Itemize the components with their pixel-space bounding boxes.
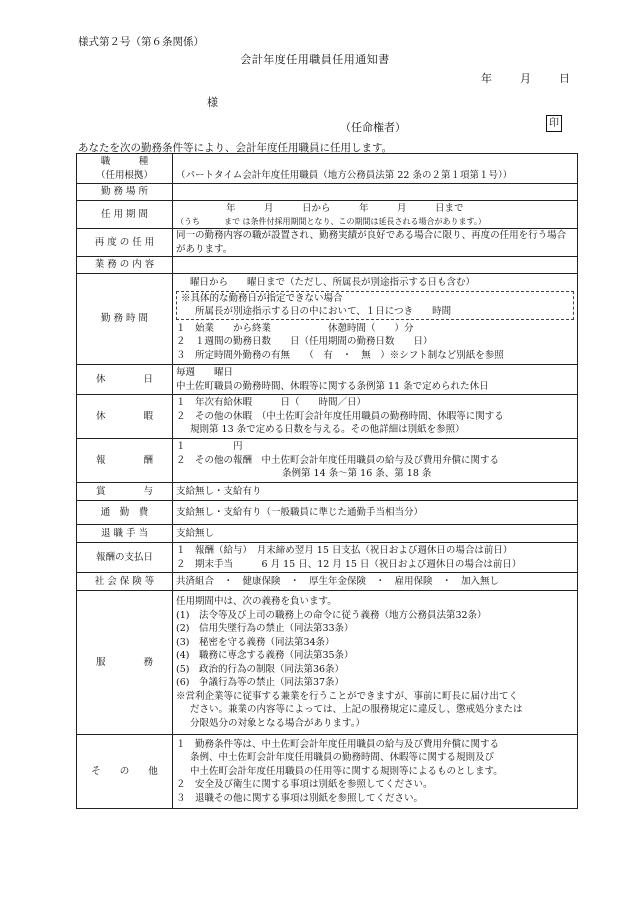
row-insurance — [77, 573, 578, 591]
pay-line1: １ 円 — [176, 441, 243, 453]
pay-line3: 条例第 14 条～第 16 条、第 18 条 — [282, 468, 432, 480]
payday-line1: １ 報酬（給与） 月末締め翌月 15 日支払（祝日および週休日の場合は前日） — [176, 545, 513, 556]
value-pay — [173, 439, 578, 483]
hours-unspecified-box — [176, 291, 574, 320]
label-commute: 通 勤 費 — [77, 501, 173, 525]
row-job-type — [77, 154, 578, 184]
label-hours: 勤 務 時 間 — [77, 274, 173, 365]
label-reappoint: 再 度 の 任 用 — [77, 229, 173, 257]
pay-line2: ２ その他の報酬 中土佐町会計年度任用職員の給与及び費用弁償に関する — [176, 454, 500, 466]
leave-line2: ２ その他の休暇 （中土佐町会計年度任用職員の勤務時間、休暇等に関する — [176, 410, 504, 422]
label-other: そ の 他 — [77, 735, 173, 809]
date-year: 年 — [481, 72, 492, 85]
service-note-3: 分限処分の対象となる場合があります。） — [190, 717, 365, 729]
row-reappoint — [77, 229, 578, 257]
hours-item3: ３ 所定時間外勤務の有無 （ 有 ・ 無 ）※シフト制など別紙を参照 — [176, 349, 504, 361]
row-service — [77, 591, 578, 735]
date-day: 日 — [559, 72, 570, 85]
hours-item1: １ 始業 から終業 休憩時間（ ）分 — [176, 322, 414, 334]
hours-box-line2: 所属長が別途指示する日の中において、１日につき 時間 — [195, 306, 452, 317]
hours-days: 曜日から 曜日まで（ただし、所属長が別途指示する日も含む） — [190, 277, 476, 288]
payday-line2: ２ 期末手当 6 月 15 日、12 月 15 日（祝日および週休日の場合は前日） — [176, 558, 522, 570]
issue-date — [481, 70, 601, 86]
value-period — [173, 201, 578, 229]
holiday-line1: 毎週 曜日 — [176, 367, 234, 378]
label-job-type — [77, 154, 173, 184]
value-hours — [173, 274, 578, 365]
service-note-2: ださい。兼業の内容等によっては、上記の服務規定に違反し、懲戒処分または — [190, 704, 523, 715]
value-bonus: 支給無し・支給有り — [173, 483, 578, 501]
document-title: 会計年度任用職員任用通知書 — [240, 53, 390, 66]
other-line-4: ２ 安全及び衛生に関する事項は別紙を参照してください。 — [176, 779, 433, 791]
service-item-6: (6) 争議行為等の禁止（同法第37条） — [176, 677, 345, 688]
label-retire: 退 職 手 当 — [77, 525, 173, 543]
value-service — [173, 591, 578, 735]
conditions-table — [76, 153, 578, 809]
label-insurance: 社 会 保 険 等 — [77, 573, 173, 591]
value-other — [173, 735, 578, 809]
value-insurance: 共済組合 ・ 健康保険 ・ 厚生年金保険 ・ 雇用保険 ・ 加入無し — [173, 573, 578, 591]
row-hours — [77, 274, 578, 365]
other-line-5: ３ 退職その他に関する事項は別紙を参照してください。 — [176, 792, 424, 804]
row-pay — [77, 439, 578, 483]
row-duties — [77, 257, 578, 274]
recipient-honorific: 様 — [207, 96, 218, 109]
value-reappoint: 同一の勤務内容の職が設置され、勤務実績が良好である場合に限り、再度の任用を行う場合があります。 — [173, 229, 578, 257]
label-duties: 業 務 の 内 容 — [77, 257, 173, 274]
leave-line1: １ 年次有給休暇 日（ 時間／日） — [176, 397, 367, 409]
other-line-1: １ 勤務条件等は、中土佐町会計年度任用職員の給与及び費用弁償に関する — [176, 738, 500, 750]
label-bonus: 賞 与 — [77, 483, 173, 501]
seal-mark: 印 — [546, 115, 562, 132]
label-period: 任 用 期 間 — [77, 201, 173, 229]
row-workplace — [77, 184, 578, 201]
value-leave — [173, 395, 578, 439]
row-other — [77, 735, 578, 809]
hours-item2: ２ １週間の勤務日数 日（任用期間の勤務日数 日） — [176, 336, 433, 347]
label-workplace: 勤 務 場 所 — [77, 184, 173, 201]
label-pay: 報 酬 — [77, 439, 173, 483]
label-job-type-main: 職 種 — [100, 156, 149, 167]
row-period — [77, 201, 578, 229]
row-leave — [77, 395, 578, 439]
label-service: 服 務 — [77, 591, 173, 735]
value-duties — [173, 257, 578, 274]
hours-box-line1: ※具体的な勤務日が指定できない場合 — [181, 292, 343, 304]
row-payday — [77, 543, 578, 573]
row-bonus — [77, 483, 578, 501]
value-workplace — [173, 184, 578, 201]
value-holiday — [173, 365, 578, 395]
service-item-1: (1) 法令等及び上司の職務上の命令に従う義務（地方公務員法第32条） — [176, 609, 487, 621]
row-commute — [77, 501, 578, 525]
service-item-3: (3) 秘密を守る義務（同法第34条） — [176, 636, 335, 648]
holiday-line2: 中土佐町職員の勤務時間、休暇等に関する条例第 11 条で定められた休日 — [176, 380, 489, 392]
label-payday: 報酬の支払日 — [77, 543, 173, 573]
value-payday — [173, 543, 578, 573]
label-holiday: 休 日 — [77, 365, 173, 395]
service-item-2: (2) 信用失墜行為の禁止（同法第33条） — [176, 623, 354, 634]
service-item-4: (4) 職務に専念する義務（同法第35条） — [176, 650, 354, 661]
leave-line3: 規則第 13 条で定める日数を与える。その他詳細は別紙を参照） — [190, 424, 465, 436]
value-commute: 支給無し・支給有り（一般職員に準じた通勤手当相当分） — [173, 501, 578, 525]
date-month: 月 — [520, 72, 531, 85]
value-retire: 支給無し — [173, 525, 578, 543]
service-item-5: (5) 政治的行為の制限（同法第36条） — [176, 663, 345, 675]
value-job-type: （パートタイム会計年度任用職員（地方公務員法第 22 条の２第１項第１号）） — [173, 154, 578, 184]
service-note-1: ※営利企業等に従事する兼業を行うことができますが、事前に町長に届け出てく — [176, 690, 519, 702]
row-holiday — [77, 365, 578, 395]
form-number: 様式第２号（第６条関係） — [78, 36, 204, 48]
label-leave: 休 暇 — [77, 395, 173, 439]
other-line-3: 中土佐町会計年度任用職員の任用等に関する規則等によるものとします。 — [190, 765, 503, 777]
service-intro: 任用期間中は、次の義務を負います。 — [176, 596, 337, 607]
appointing-authority: （任命権者） — [340, 121, 406, 134]
intro-text: あなたを次の勤務条件等により、会計年度任用職員に任用します。 — [78, 142, 393, 154]
period-dates: 年 月 日から 年 月 日まで — [226, 203, 464, 215]
period-note: （うち まで は条件付採用期間となり、この期間は延長される場合があります。） — [176, 216, 486, 226]
label-job-type-basis: （任用根拠） — [95, 169, 153, 181]
row-retire — [77, 525, 578, 543]
other-line-2: 条例、中土佐町会計年度任用職員の勤務時間、休暇等に関する規則及び — [190, 752, 495, 764]
